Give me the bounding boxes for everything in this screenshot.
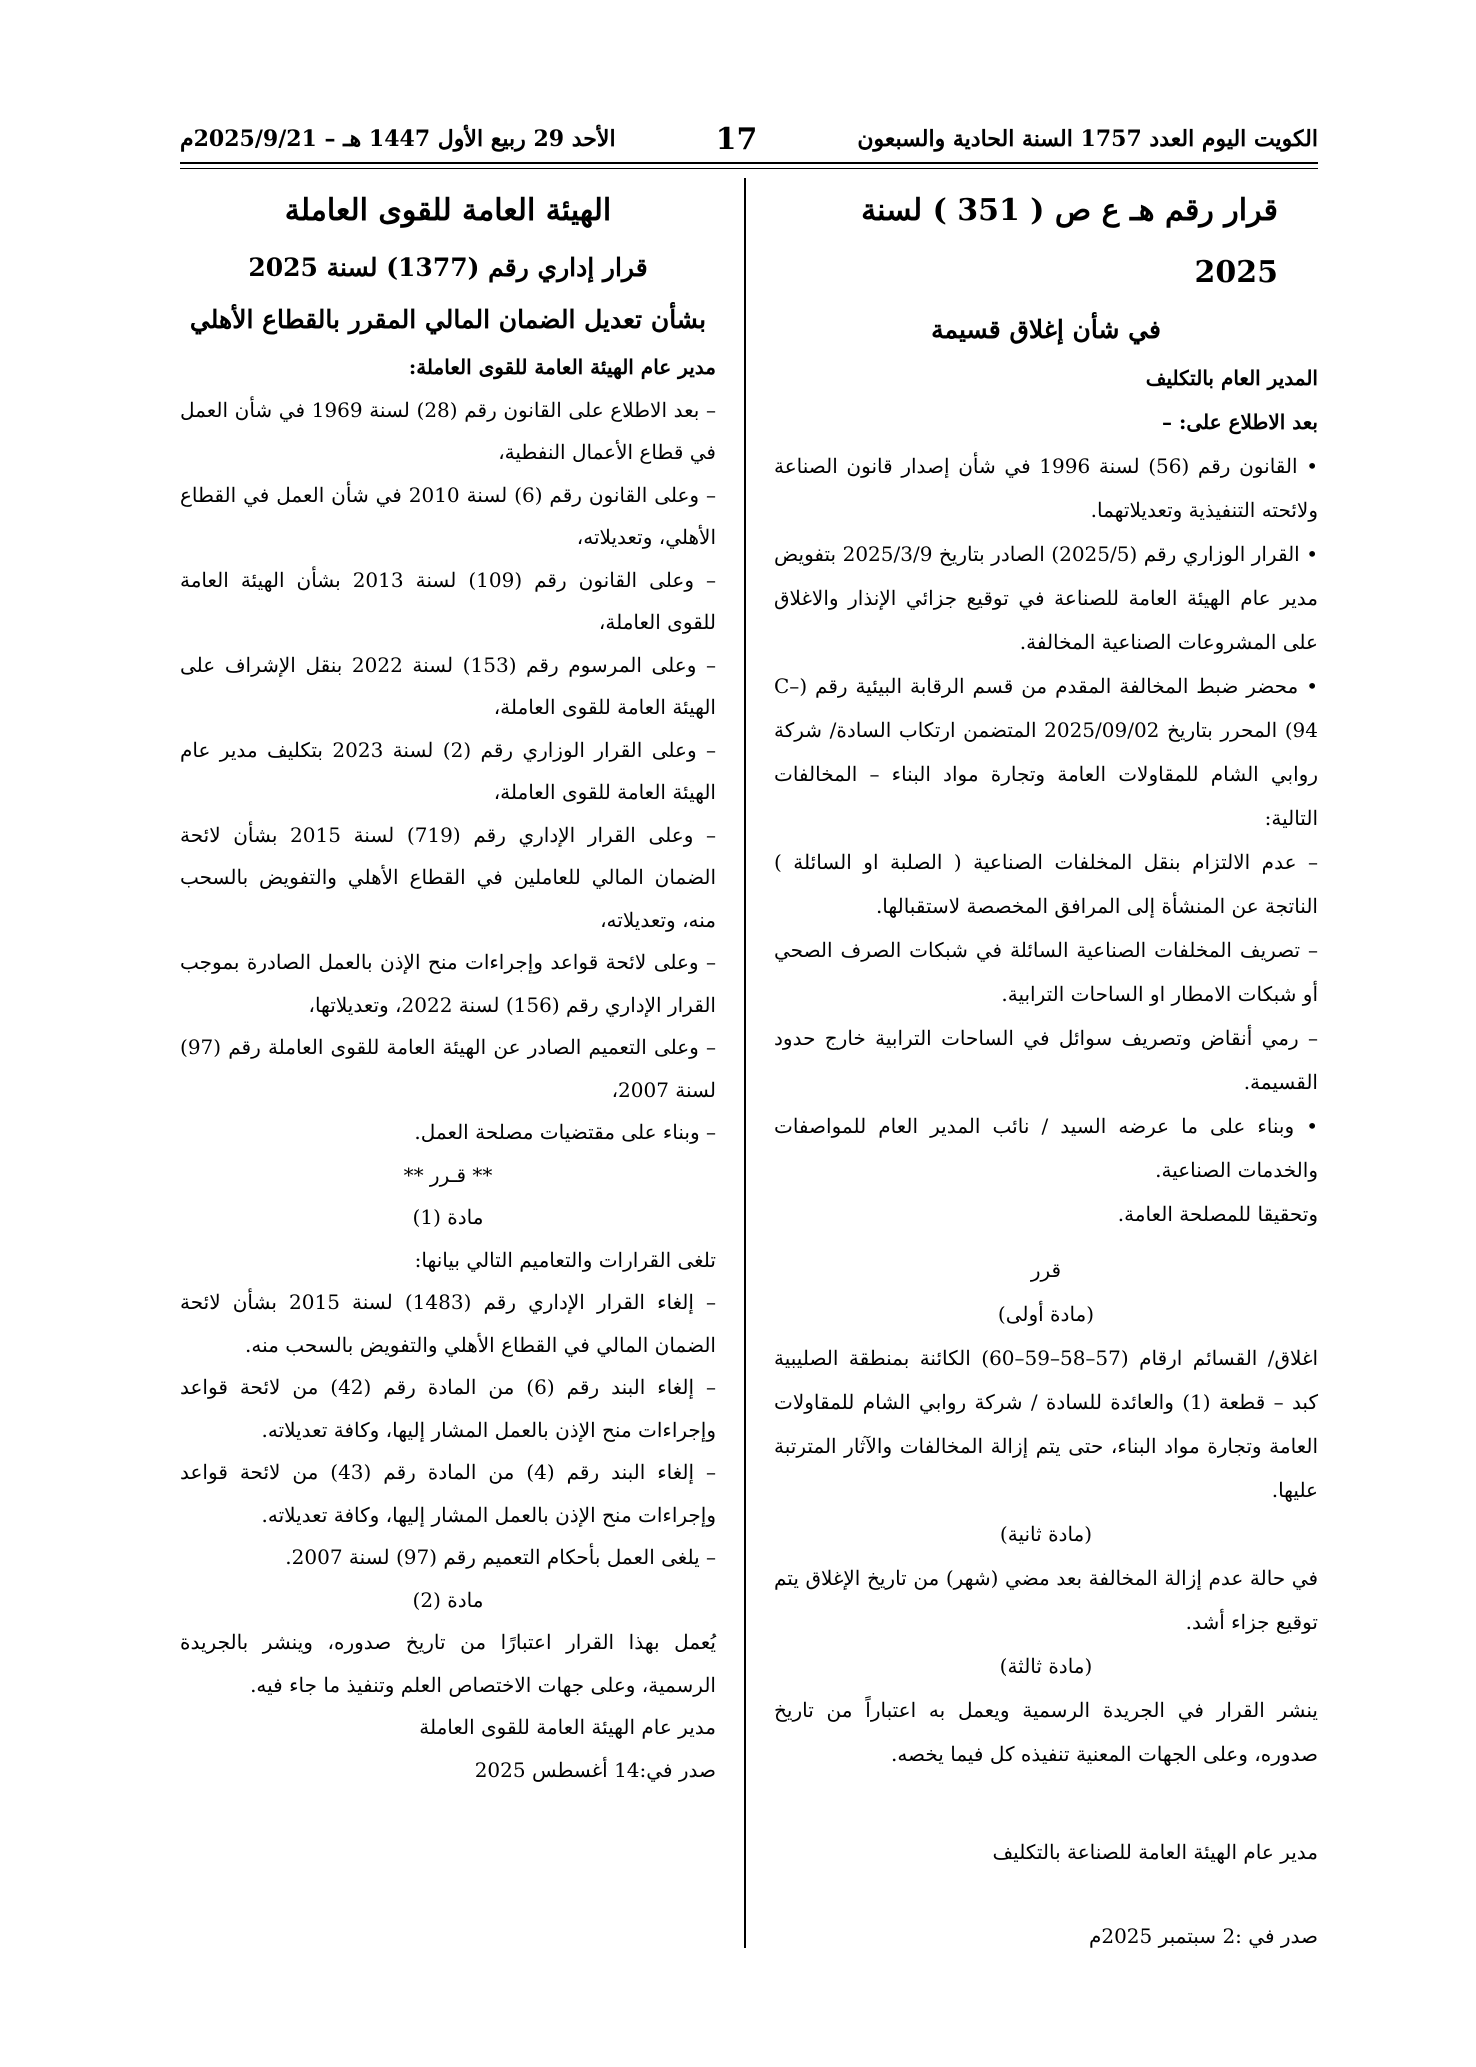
decision-1377-subtitle: بشأن تعديل الضمان المالي المقرر بالقطاع الأهلي	[189, 305, 707, 334]
decision-351-line: • القانون رقم (56) لسنة 1996 في شأن إصدار قانون الصناعة ولائحته التنفيذية وتعديلاتهما.	[774, 454, 1318, 522]
decision-1377-article1-item: – إلغاء البند رقم (4) من المادة رقم (43) من لائحة قواعد وإجراءات منح الإذن بالعمل المشار إليها، وكافة تعديلاته.	[180, 1460, 716, 1527]
decision-351-article1-text: اغلاق/ القسائم ارقام (57–58–59–60) الكائنة بمنطقة الصليبية كبد – قطعة (1) والعائدة للسادة / شركة روابي الشام للمقاولات العامة وتجارة مواد البناء، حتى يتم إزالة المخالفات والآثار المترتبة عليها.	[774, 1346, 1318, 1502]
decision-1377-preamble-line: – وعلى المرسوم رقم (153) لسنة 2022 بنقل الإشراف على الهيئة العامة للقوى العاملة،	[180, 652, 716, 719]
decision-1377-article1-intro: تلغى القرارات والتعاميم التالي بيانها:	[414, 1247, 716, 1272]
decision-351-article3-title: (مادة ثالثة)	[999, 1654, 1093, 1678]
decision-351-title: قرار رقم هـ ع ص ( 351 ) لسنة 2025	[861, 193, 1278, 290]
decision-1377-title: قرار إداري رقم (1377) لسنة 2025	[248, 253, 648, 282]
column-divider	[744, 178, 746, 1948]
decision-351-line: – رمي أنقاض وتصريف سوائل في الساحات الترابية خارج حدود القسيمة.	[774, 1026, 1318, 1094]
decision-351-line: – عدم الالتزام بنقل المخلفات الصناعية ( الصلبة او السائلة ) الناتجة عن المنشأة إلى المرافق المخصصة لاستقبالها.	[774, 850, 1318, 918]
header-rule-thick	[180, 162, 1318, 164]
decision-1377-preamble-line: – وعلى القرار الوزاري رقم (2) لسنة 2023 بتكليف مدير عام الهيئة العامة للقوى العاملة،	[180, 737, 716, 804]
page-header	[180, 118, 1318, 160]
decision-351-line: – تصريف المخلفات الصناعية السائلة في شبكات الصرف الصحي أو شبكات الامطار او الساحات الترابية.	[774, 938, 1318, 1006]
decision-1377-preamble-line: – وعلى التعميم الصادر عن الهيئة العامة للقوى العاملة رقم (97) لسنة 2007،	[180, 1035, 716, 1102]
decision-1377-decided: ** قـرر **	[403, 1162, 493, 1187]
decision-351-article2-title: (مادة ثانية)	[999, 1522, 1093, 1546]
decision-351-article2-text: في حالة عدم إزالة المخالفة بعد مضي (شهر) من تاريخ الإغلاق يتم توقيع جزاء أشد.	[774, 1566, 1318, 1634]
decision-1377-authority: الهيئة العامة للقوى العاملة	[284, 193, 612, 228]
header-rule-thin	[180, 168, 1318, 169]
decision-351-line: • وبناء على ما عرضه السيد / نائب المدير العام للمواصفات والخدمات الصناعية.	[774, 1114, 1318, 1182]
decision-1377-column	[180, 180, 716, 1791]
decision-351-subtitle: في شأن إغلاق قسيمة	[931, 315, 1161, 344]
decision-351-decided: قرر	[1030, 1258, 1062, 1282]
decision-1377-preamble-line: – وعلى القانون رقم (109) لسنة 2013 بشأن الهيئة العامة للقوى العاملة،	[180, 567, 716, 634]
decision-1377-issued: صدر في:14 أغسطس 2025	[474, 1757, 716, 1782]
decision-1377-preamble-line: مدير عام الهيئة العامة للقوى العاملة:	[408, 355, 716, 379]
decision-351-signature: مدير عام الهيئة العامة للصناعة بالتكليف	[992, 1840, 1318, 1864]
decision-1377-preamble-line: – بعد الاطلاع على القانون رقم (28) لسنة 1969 في شأن العمل في قطاع الأعمال النفطية،	[180, 397, 716, 464]
decision-1377-article1-title: مادة (1)	[412, 1205, 484, 1229]
decision-351-line: بعد الاطلاع على: –	[1162, 410, 1318, 434]
decision-1377-preamble-line: – وعلى القرار الإداري رقم (719) لسنة 2015 بشأن لائحة الضمان المالي للعاملين في القطاع الأهلي والتفويض بالسحب منه، وتعديلاته،	[180, 822, 716, 932]
header-issue-info: الكويت اليوم العدد 1757 السنة الحادية والسبعون	[857, 126, 1318, 152]
decision-351-issued: صدر في :2 سبتمبر 2025م	[1088, 1924, 1318, 1948]
decision-351-article1-title: (مادة أولى)	[997, 1302, 1095, 1326]
decision-351-line: المدير العام بالتكليف	[1145, 366, 1318, 390]
decision-1377-article2-text: يُعمل بهذا القرار اعتبارًا من تاريخ صدوره، وينشر بالجريدة الرسمية، وعلى جهات الاختصاص العلم وتنفيذ ما جاء فيه.	[180, 1630, 716, 1697]
decision-351-line: وتحقيقا للمصلحة العامة.	[1117, 1202, 1318, 1226]
decision-1377-article1-item: – إلغاء القرار الإداري رقم (1483) لسنة 2015 بشأن لائحة الضمان المالي في القطاع الأهلي والتفويض بالسحب منه.	[180, 1290, 717, 1357]
decision-1377-preamble-line: – وبناء على مقتضيات مصلحة العمل.	[414, 1120, 716, 1144]
page-number: 17	[715, 121, 758, 157]
decision-351-article3-text: ينشر القرار في الجريدة الرسمية ويعمل به اعتباراً من تاريخ صدوره، وعلى الجهات المعنية تنفيذه كل فيما يخصه.	[774, 1698, 1318, 1766]
decision-1377-article1-item: – إلغاء البند رقم (6) من المادة رقم (42) من لائحة قواعد وإجراءات منح الإذن بالعمل المشار إليها، وكافة تعديلاته.	[180, 1375, 716, 1442]
decision-351-column	[774, 180, 1318, 1958]
decision-1377-article2-title: مادة (2)	[412, 1587, 484, 1612]
decision-351-line: • محضر ضبط المخالفة المقدم من قسم الرقابة البيئية رقم (C–94) المحرر بتاريخ 2025/09/02 المتضمن ارتكاب السادة/ شركة روابي الشام للمقاولات العامة وتجارة مواد البناء – المخالفات التالية:	[774, 674, 1318, 830]
decision-351-line: • القرار الوزاري رقم (2025/5) الصادر بتاريخ 2025/3/9 بتفويض مدير عام الهيئة العامة للصناعة في توقيع جزائي الإنذار والاغلاق على المشروعات الصناعية المخالفة.	[774, 542, 1318, 654]
decision-1377-preamble-line: – وعلى لائحة قواعد وإجراءات منح الإذن بالعمل الصادرة بموجب القرار الإداري رقم (156) لسنة 2022، وتعديلاتها،	[180, 950, 716, 1017]
decision-1377-preamble-line: – وعلى القانون رقم (6) لسنة 2010 في شأن العمل في القطاع الأهلي، وتعديلاته،	[180, 482, 716, 549]
decision-1377-signature: مدير عام الهيئة العامة للقوى العاملة	[419, 1715, 716, 1739]
header-date: الأحد 29 ربيع الأول 1447 هـ – 2025/9/21م	[180, 126, 616, 152]
decision-1377-article1-item: – يلغى العمل بأحكام التعميم رقم (97) لسنة 2007.	[285, 1545, 716, 1569]
